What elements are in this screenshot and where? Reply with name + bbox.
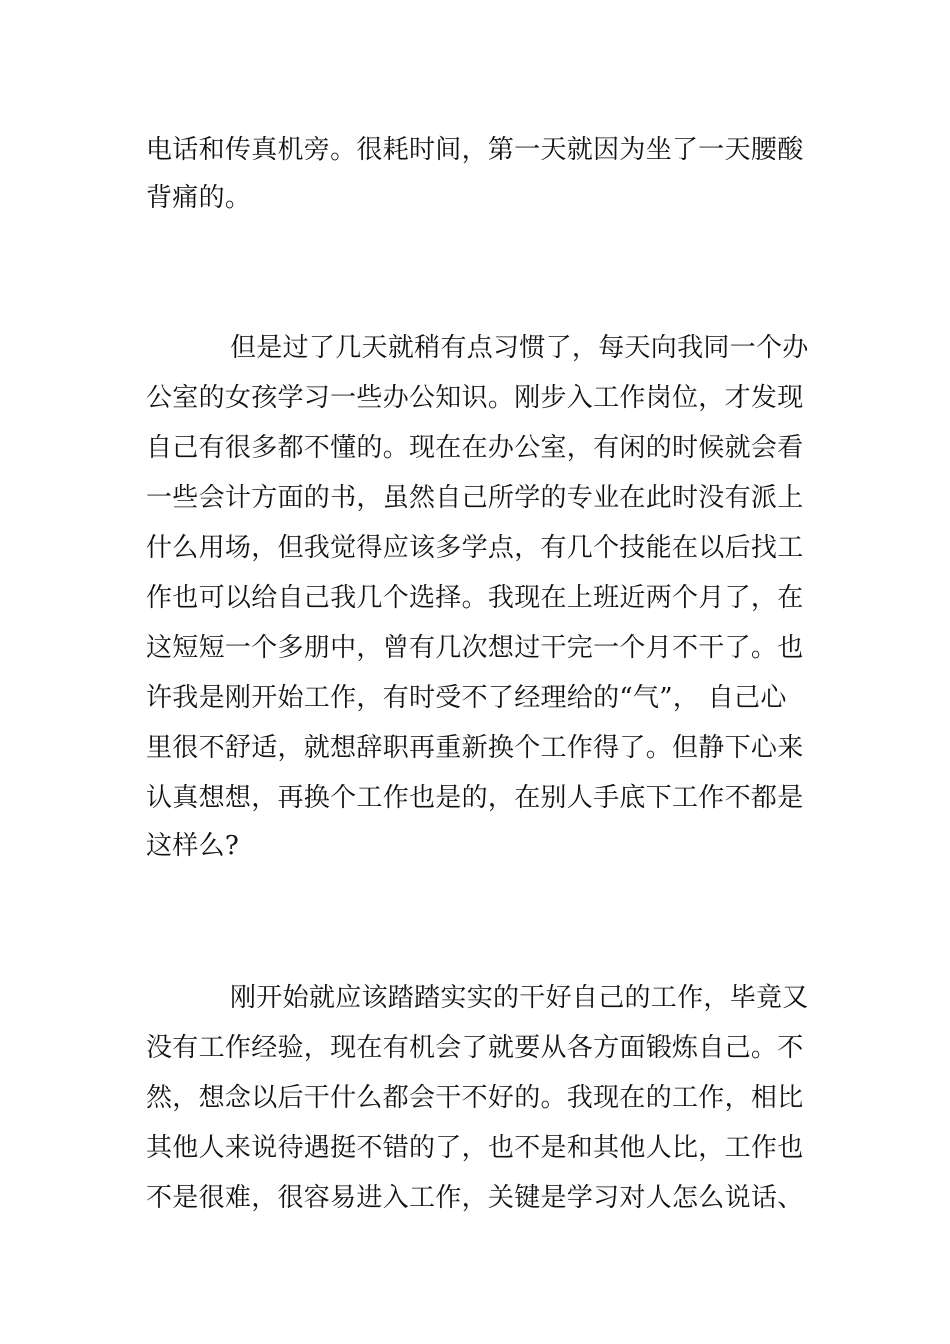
text-line: 其他人来说待遇挺不错的了，也不是和其他人比，工作也 xyxy=(146,1133,804,1163)
text-line: 里很不舒适，就想辞职再重新换个工作得了。但静下心来 xyxy=(146,733,804,763)
text-line: 电话和传真机旁。很耗时间，第一天就因为坐了一天腰酸 xyxy=(146,135,804,165)
text-line: 刚开始就应该踏踏实实的干好自己的工作，毕竟又 xyxy=(230,983,809,1013)
text-line: 作也可以给自己我几个选择。我现在上班近两个月了，在 xyxy=(146,583,804,613)
text-line: 这短短一个多朋中，曾有几次想过干完一个月不干了。也 xyxy=(146,633,804,663)
text-line: 这样么? xyxy=(146,831,240,861)
text-line: 什么用场，但我觉得应该多学点，有几个技能在以后找工 xyxy=(146,533,804,563)
text-line: 不是很难，很容易进入工作，关键是学习对人怎么说话、 xyxy=(146,1183,804,1213)
text-line: 一些会计方面的书，虽然自己所学的专业在此时没有派上 xyxy=(146,483,804,513)
text-line: 许我是刚开始工作，有时受不了经理给的“气”， 自己心 xyxy=(146,683,787,713)
text-line: 但是过了几天就稍有点习惯了，每天向我同一个办 xyxy=(230,333,809,363)
text-line: 认真想想，再换个工作也是的，在别人手底下工作不都是 xyxy=(146,783,804,813)
text-line: 自己有很多都不懂的。现在在办公室，有闲的时候就会看 xyxy=(146,433,804,463)
text-line: 没有工作经验，现在有机会了就要从各方面锻炼自己。不 xyxy=(146,1033,804,1063)
text-line: 公室的女孩学习一些办公知识。刚步入工作岗位，才发现 xyxy=(146,383,804,413)
text-line: 然，想念以后干什么都会干不好的。我现在的工作，相比 xyxy=(146,1083,804,1113)
text-line: 背痛的。 xyxy=(146,183,252,213)
